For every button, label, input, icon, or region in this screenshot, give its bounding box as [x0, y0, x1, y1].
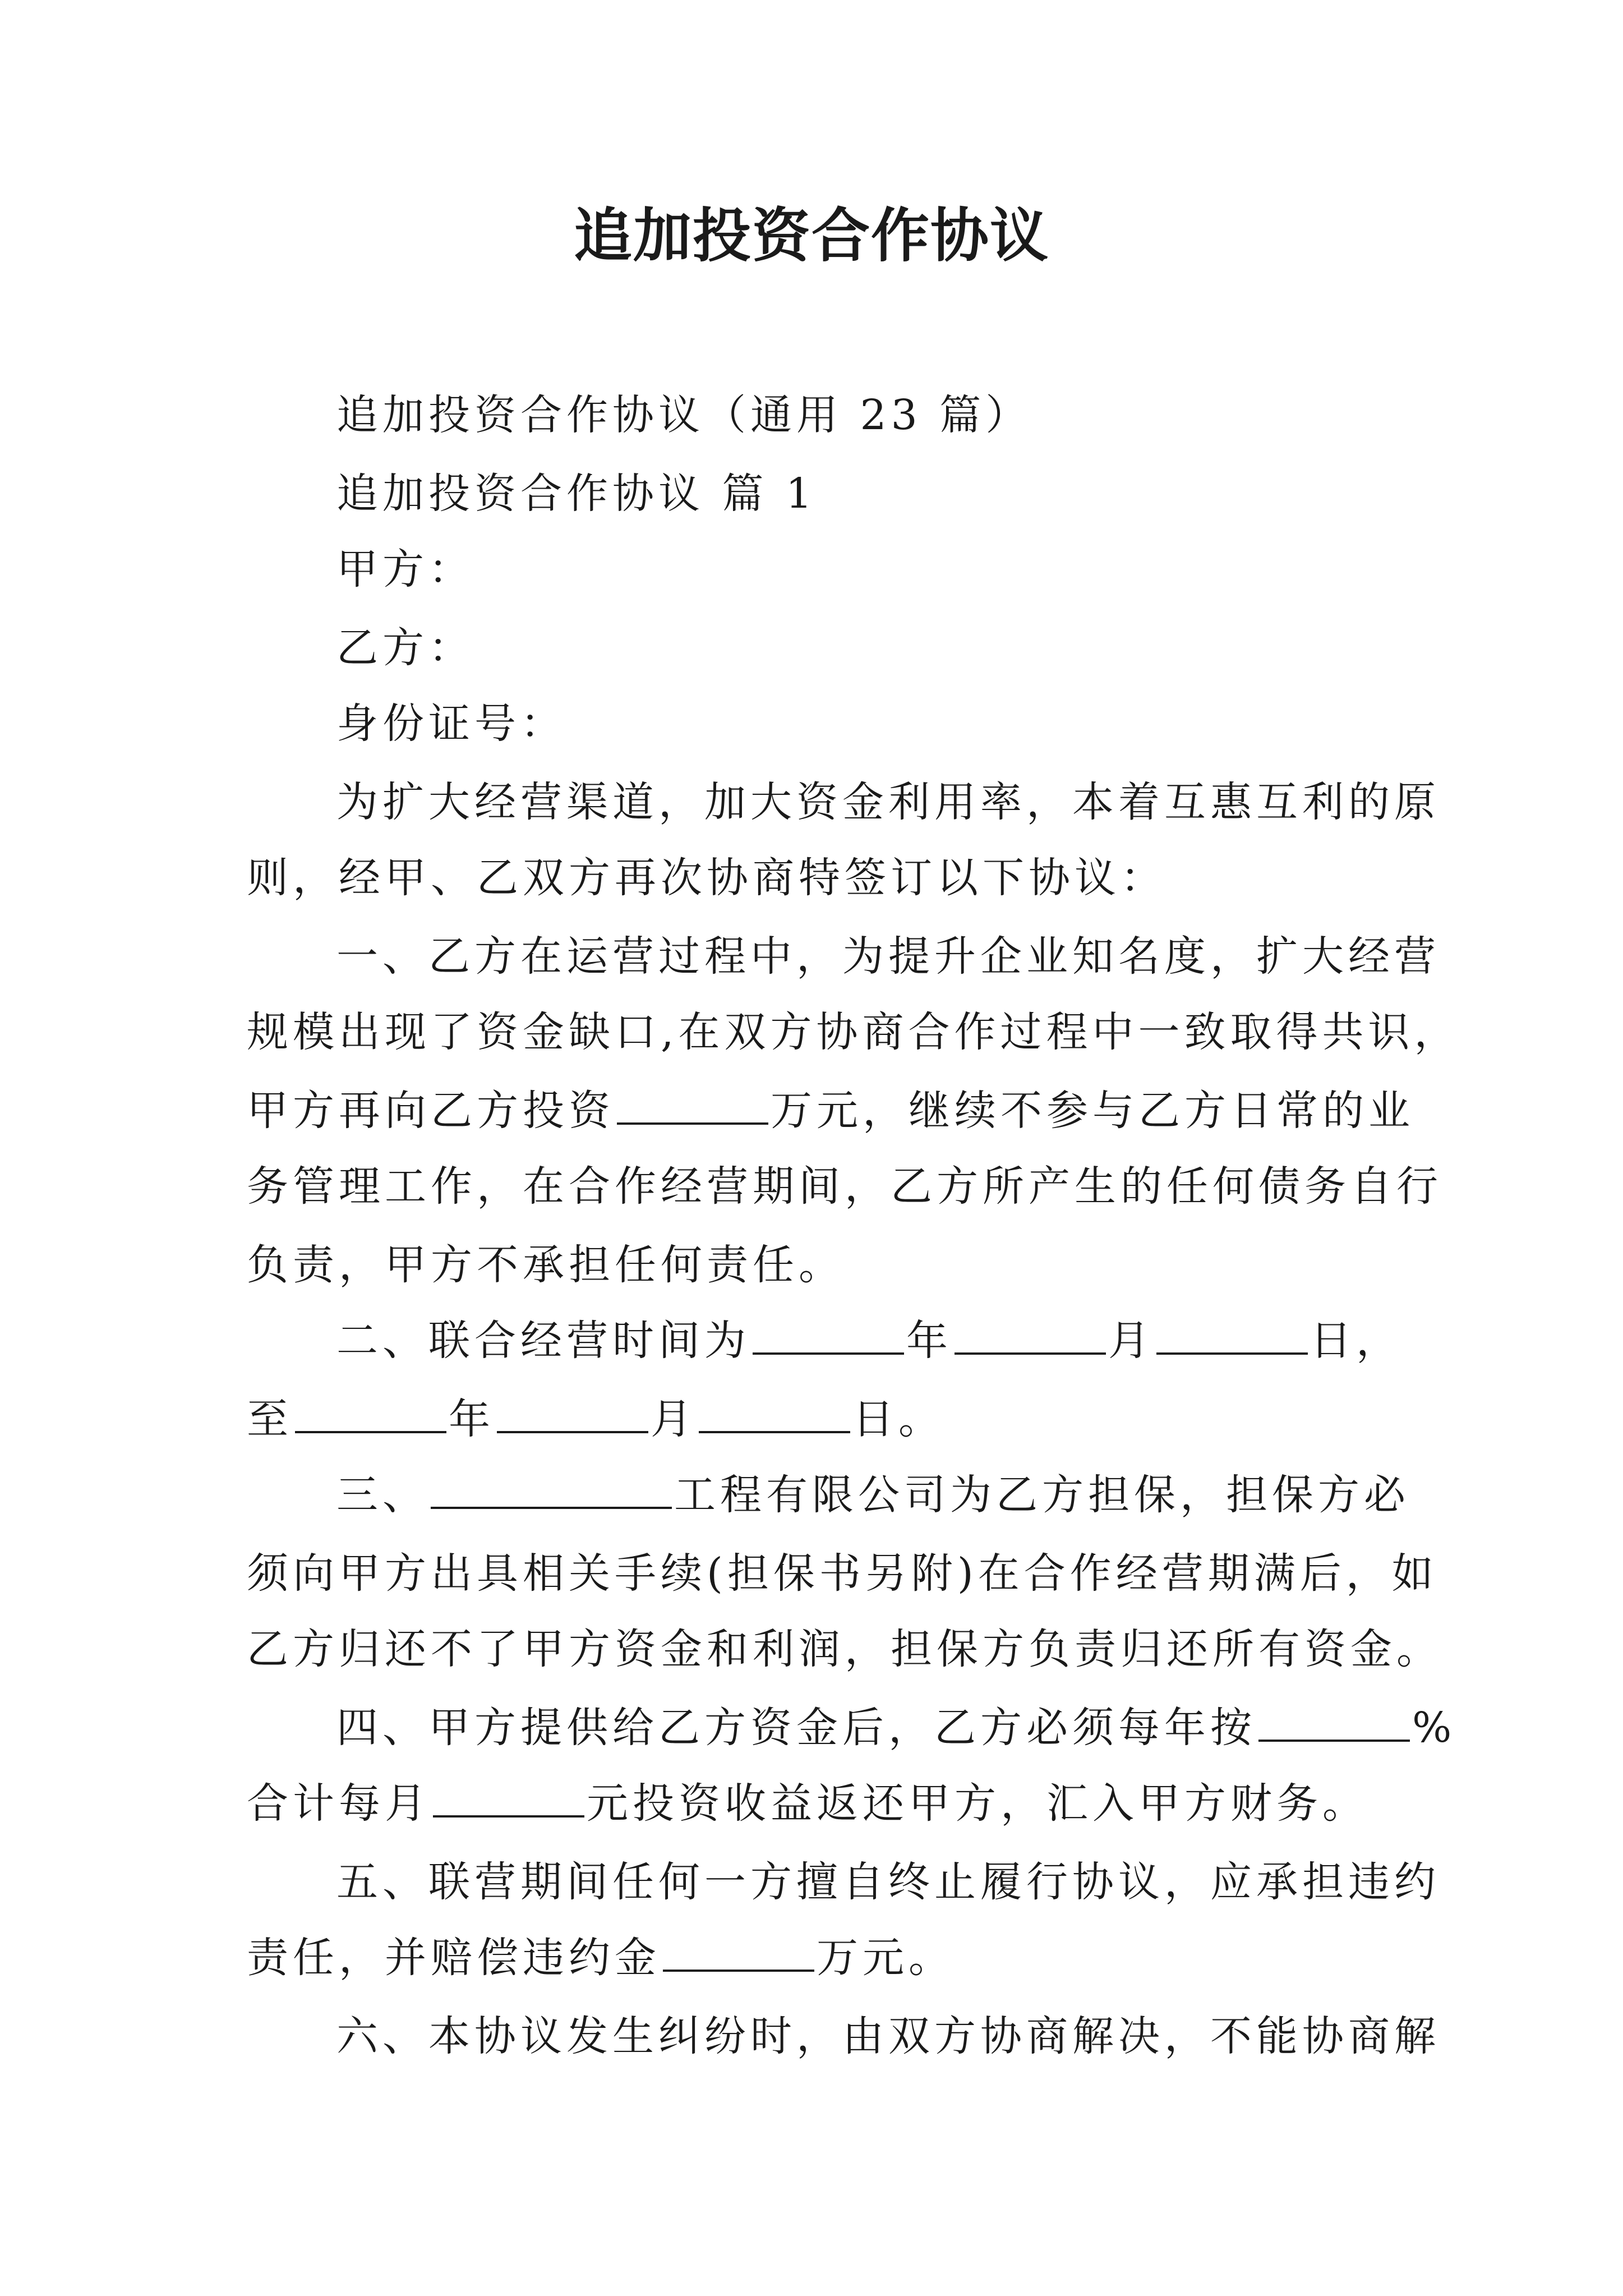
text-segment: 万元，继续不参与乙方日常的业	[771, 1087, 1414, 1135]
text-segment: 至	[247, 1395, 293, 1443]
paragraph-line: 乙方归还不了甲方资金和利润，担保方负责归还所有资金。	[247, 1625, 1442, 1673]
text-segment: 月	[1108, 1317, 1154, 1365]
party-b-label: 乙方：	[336, 624, 474, 672]
paragraph-line	[336, 1700, 1456, 1756]
paragraph-line	[247, 1775, 1368, 1832]
fill-blank	[431, 1507, 672, 1509]
paragraph-line: 为扩大经营渠道，加大资金利用率，本着互惠互利的原	[336, 778, 1440, 826]
paragraph-line: 则，经甲、乙双方再次协商特签订以下协议：	[247, 854, 1166, 902]
text-segment: 甲方再向乙方投资	[247, 1087, 615, 1135]
paragraph-line	[336, 1313, 1402, 1369]
text-segment: 日。	[852, 1395, 944, 1443]
fill-blank	[955, 1352, 1106, 1355]
text-segment: 万元。	[817, 1934, 955, 1982]
paragraph-line	[336, 1467, 1410, 1523]
paragraph-line	[247, 1391, 944, 1447]
text-segment: %	[1412, 1704, 1456, 1752]
text-segment: 四、甲方提供给乙方资金后，乙方必须每年按	[336, 1704, 1256, 1752]
fill-blank	[699, 1431, 850, 1433]
id-number-label: 身份证号：	[336, 700, 566, 748]
fill-blank	[753, 1352, 904, 1355]
text-segment: 元投资收益返还甲方，汇入甲方财务。	[587, 1779, 1368, 1828]
text-segment: 二、联合经营时间为	[336, 1317, 750, 1365]
fill-blank	[497, 1431, 648, 1433]
fill-blank	[617, 1122, 768, 1125]
text-segment: 月	[651, 1395, 697, 1443]
text-segment: 工程有限公司为乙方担保，担保方必	[674, 1471, 1410, 1519]
text-segment: 年	[449, 1395, 495, 1443]
fill-blank	[663, 1970, 814, 1972]
paragraph-line: 规模出现了资金缺口,在双方协商合作过程中一致取得共识，	[247, 1008, 1460, 1056]
paragraph-line: 一、乙方在运营过程中，为提升企业知名度，扩大经营	[336, 932, 1440, 981]
subtitle-collection: 追加投资合作协议（通用 23 篇）	[336, 391, 1032, 439]
paragraph-line: 务管理工作，在合作经营期间，乙方所产生的任何债务自行	[247, 1162, 1442, 1211]
paragraph-line: 六、本协议发生纠纷时，由双方协商解决，不能协商解	[336, 2012, 1440, 2060]
text-segment: 责任，并赔偿违约金	[247, 1934, 661, 1982]
text-segment: 日，	[1310, 1317, 1402, 1365]
document-title: 追加投资合作协议	[573, 201, 1049, 270]
fill-blank	[295, 1431, 446, 1433]
text-segment: 合计每月	[247, 1779, 431, 1828]
fill-blank	[1258, 1740, 1410, 1742]
party-a-label: 甲方：	[336, 545, 474, 593]
paragraph-line	[247, 1930, 955, 1986]
subtitle-part: 追加投资合作协议 篇 1	[336, 470, 817, 518]
paragraph-line	[247, 1083, 1414, 1139]
fill-blank	[1156, 1352, 1308, 1355]
paragraph-line: 五、联营期间任何一方擅自终止履行协议，应承担违约	[336, 1858, 1440, 1906]
paragraph-line: 负责，甲方不承担任何责任。	[247, 1241, 845, 1289]
fill-blank	[433, 1815, 584, 1818]
paragraph-line: 须向甲方出具相关手续(担保书另附)在合作经营期满后，如	[247, 1549, 1438, 1598]
text-segment: 三、	[336, 1471, 428, 1519]
text-segment: 年	[906, 1317, 952, 1365]
